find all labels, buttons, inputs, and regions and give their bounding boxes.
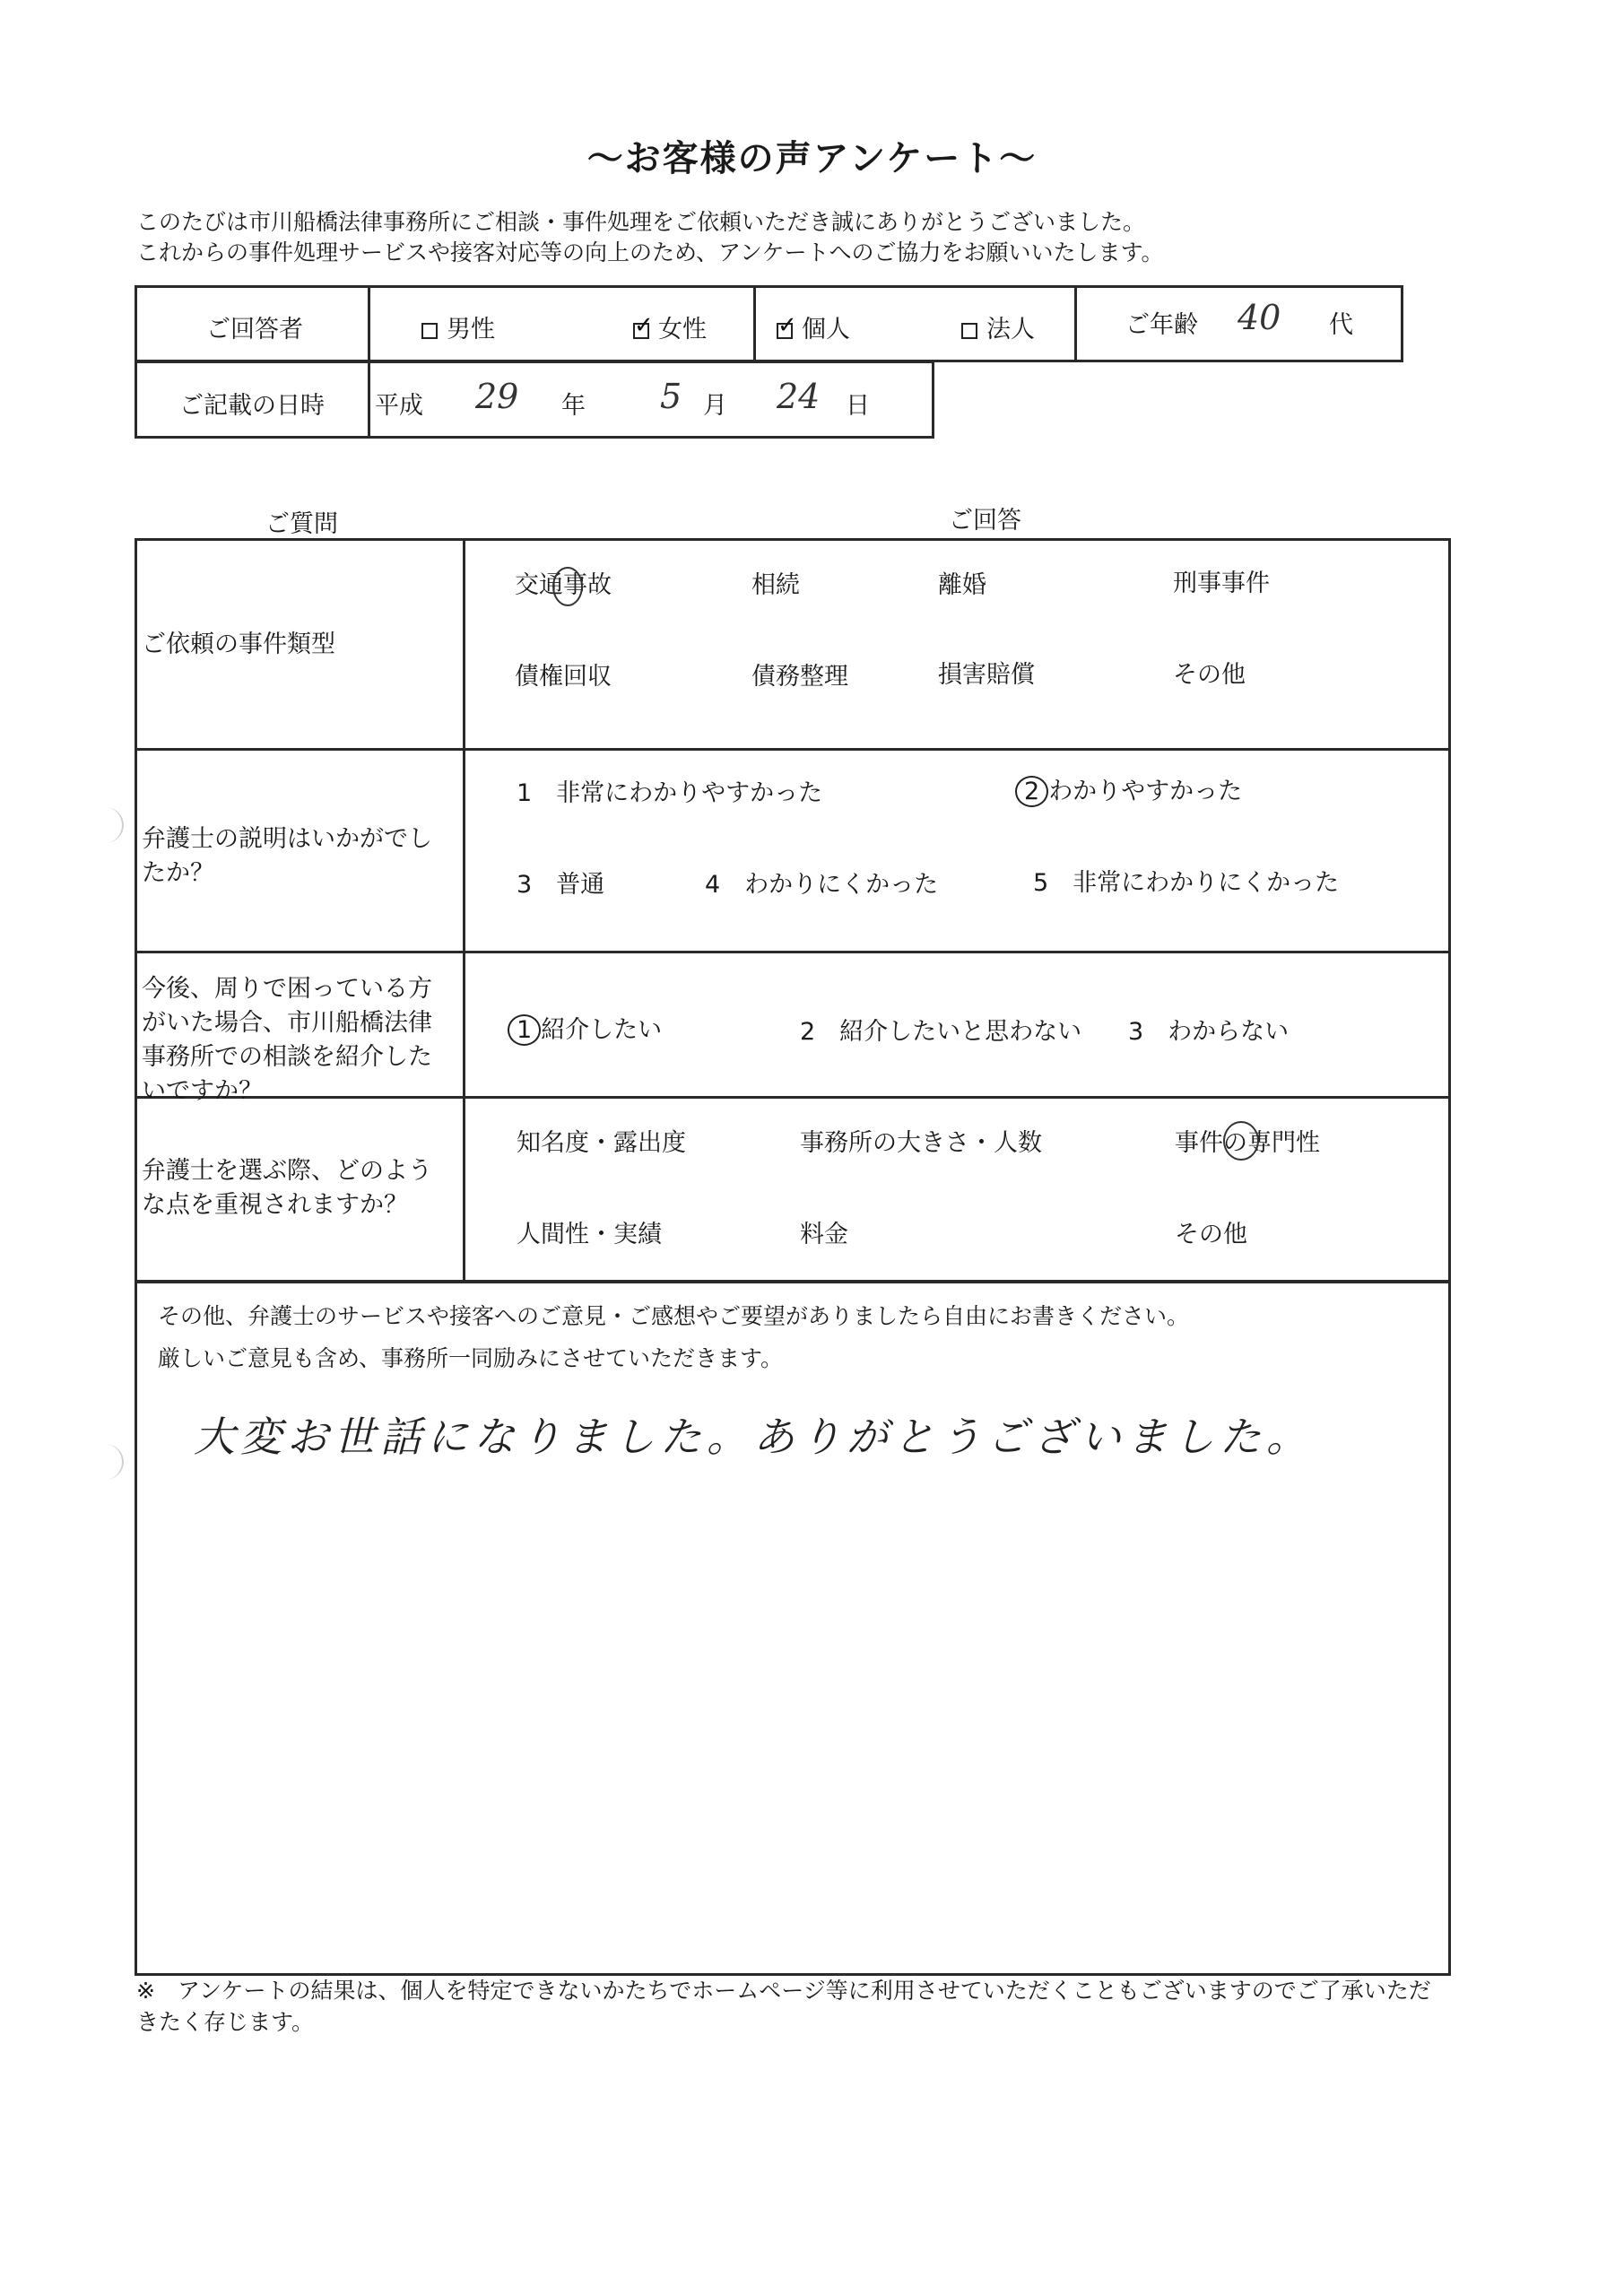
comments-prompt-2: 厳しいご意見も含め、事務所一同励みにさせていただきます。	[158, 1345, 784, 1371]
female-checkbox[interactable]	[633, 323, 649, 339]
q4-option-character-record[interactable]: 人間性・実績	[517, 1221, 662, 1248]
year-value[interactable]: 29	[475, 377, 519, 416]
q4-option-fees[interactable]: 料金	[800, 1221, 848, 1248]
q1-option-traffic-accident[interactable]: 交通事故	[515, 571, 612, 599]
handwritten-comment[interactable]: 大変お世話になりました。ありがとうございました。	[194, 1413, 1313, 1461]
q2-option-2-circle: 2	[1015, 776, 1048, 807]
age-value[interactable]: 40	[1238, 298, 1281, 337]
respondent-row	[135, 285, 1403, 362]
answer-header: ご回答	[949, 507, 1021, 535]
female-option[interactable]: ✓ 女性	[633, 309, 707, 344]
comments-prompt-1: その他、弁護士のサービスや接客へのご意見・ご感想やご要望がありましたら自由にお書きください。	[158, 1303, 1190, 1329]
intro-line-2: これからの事件処理サービスや接客対応等の向上のため、アンケートへのご協力をお願いいたします。	[136, 239, 1164, 265]
year-unit: 年	[561, 392, 586, 420]
day-value[interactable]: 24	[777, 377, 821, 416]
q1-option-debt-collection[interactable]: 債権回収	[515, 663, 612, 691]
date-label: ご記載の日時	[179, 392, 325, 420]
q2-option-1[interactable]: 1 非常にわかりやすかった	[517, 779, 823, 807]
q3-option-1[interactable]: 1 紹介したい	[517, 1010, 662, 1046]
q4-option-office-size[interactable]: 事務所の大きさ・人数	[800, 1129, 1042, 1157]
day-unit: 日	[846, 392, 870, 420]
month-value[interactable]: 5	[660, 377, 682, 416]
q2-question: 弁護士の説明はいかがでしたか？	[142, 825, 432, 887]
q4-option-name-recognition[interactable]: 知名度・露出度	[517, 1129, 686, 1157]
q1-option-other[interactable]: その他	[1173, 661, 1246, 689]
comments-box[interactable]	[135, 1281, 1451, 1976]
intro-line-1: このたびは市川船橋法律事務所にご相談・事件処理をご依頼いただき誠にありがとうございました。	[136, 209, 1146, 235]
punch-hole-mark	[86, 1444, 124, 1480]
q4-selection-mark	[1223, 1121, 1259, 1161]
individual-option[interactable]: ✓ 個人	[777, 309, 850, 344]
q3-option-3[interactable]: 3 わからない	[1128, 1018, 1290, 1046]
male-checkbox[interactable]	[421, 323, 438, 339]
punch-hole-mark	[86, 807, 124, 843]
respondent-label: ご回答者	[206, 316, 303, 344]
q3-option-1-circle: 1	[508, 1014, 541, 1046]
q1-selection-mark	[552, 567, 583, 606]
corporation-checkbox[interactable]	[961, 323, 977, 339]
q1-option-inheritance[interactable]: 相続	[751, 571, 800, 599]
question-header: ご質問	[265, 510, 338, 538]
individual-checkbox[interactable]	[777, 323, 793, 339]
q4-option-other[interactable]: その他	[1175, 1221, 1247, 1248]
q1-option-divorce[interactable]: 離婚	[938, 571, 986, 599]
q2-option-4[interactable]: 4 わかりにくかった	[705, 871, 939, 899]
male-option[interactable]: 男性	[421, 309, 495, 344]
q2-option-2[interactable]: 2 わかりやすかった	[1024, 771, 1242, 807]
q1-option-criminal-case[interactable]: 刑事事件	[1173, 570, 1270, 597]
footnote-line-2: きたく存じます。	[136, 2009, 315, 2035]
q4-question: 弁護士を選ぶ際、どのような点を重視されますか？	[142, 1157, 432, 1219]
page-title: ～お客様の声アンケート～	[586, 138, 1038, 179]
age-label: ご年齢	[1125, 311, 1198, 339]
q1-option-damages[interactable]: 損害賠償	[938, 661, 1035, 689]
q1-option-debt-consolidation[interactable]: 債務整理	[751, 663, 848, 691]
age-unit: 代	[1329, 311, 1353, 339]
footnote-line-1: ※ アンケートの結果は、個人を特定できないかたちでホームページ等に利用させていただくこともございますのでご了承いただ	[136, 1978, 1431, 2004]
q2-option-3[interactable]: 3 普通	[517, 871, 605, 899]
q4-option-expertise[interactable]: 事件の専門性	[1175, 1129, 1320, 1157]
q1-question: ご依頼の事件類型	[142, 631, 335, 658]
q3-option-2[interactable]: 2 紹介したいと思わない	[800, 1018, 1082, 1046]
corporation-option[interactable]: 法人	[961, 309, 1035, 344]
month-unit: 月	[703, 392, 727, 420]
q3-question: 今後、周りで困っている方がいた場合、市川船橋法律事務所での相談を紹介したいですか？	[142, 975, 432, 1105]
q2-option-5[interactable]: 5 非常にわかりにくかった	[1033, 869, 1340, 897]
era-label: 平成	[375, 392, 423, 420]
